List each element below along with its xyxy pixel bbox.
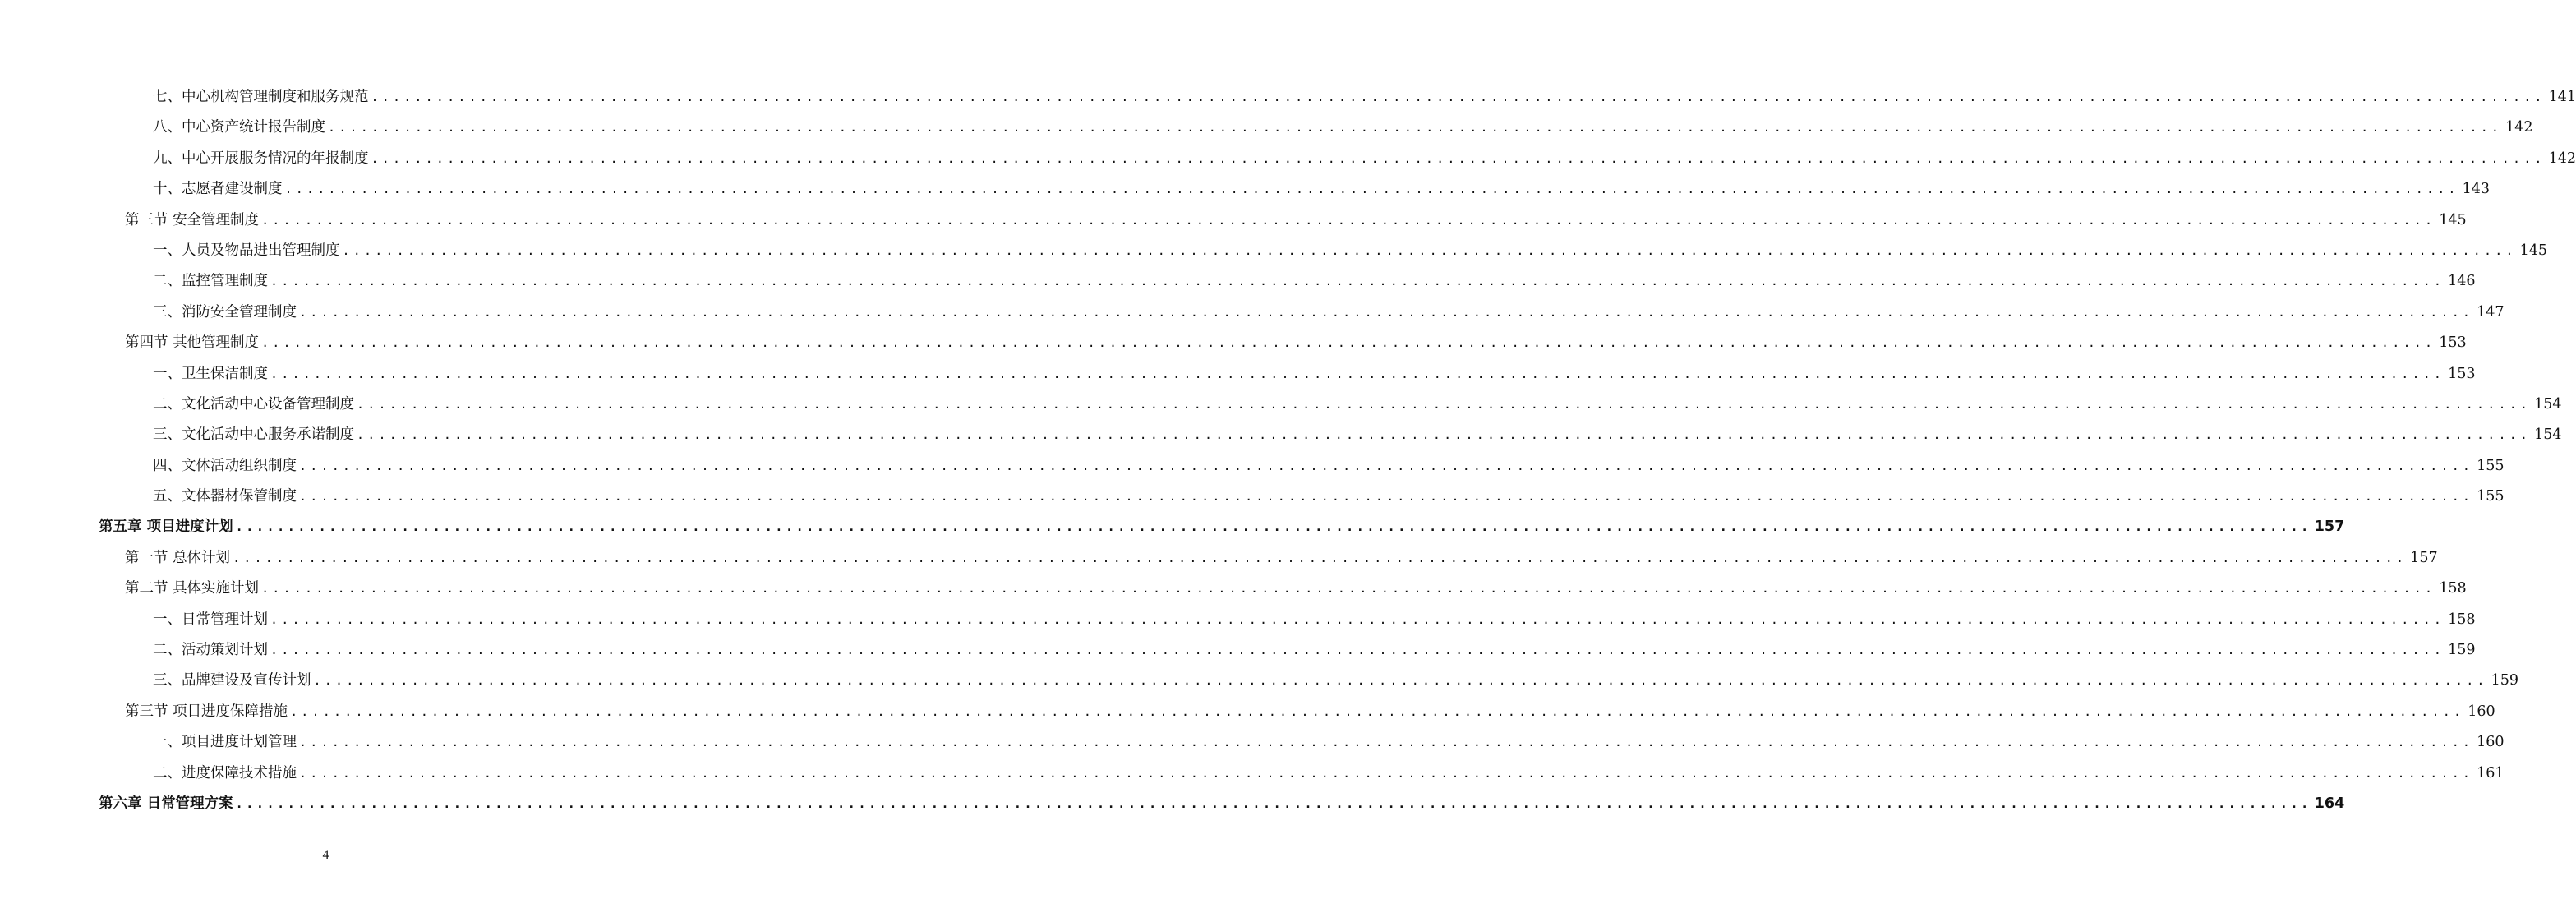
toc-entry[interactable]: [0, 543, 2438, 574]
toc-entry[interactable]: [0, 359, 2476, 390]
toc-entry-page: 155: [2477, 488, 2505, 505]
toc-entry-title: 第三节 项目进度保障措施: [125, 703, 288, 720]
toc-dot-leader: ........................................................................................................................................................................................................: [357, 396, 2532, 412]
toc-entry[interactable]: [0, 174, 2491, 205]
toc-entry-page: 142: [2548, 150, 2576, 167]
toc-entry-title: 九、中心开展服务情况的年报制度: [153, 150, 369, 167]
toc-entry-page: 155: [2477, 457, 2505, 474]
toc-entry-title: 第五章 项目进度计划: [99, 519, 233, 536]
toc-entry-page: 146: [2448, 273, 2476, 290]
toc-entry-page: 153: [2448, 365, 2476, 382]
toc-dot-leader: ........................................................................................................................................................................................................: [261, 212, 2436, 228]
toc-entry-title: 二、监控管理制度: [153, 273, 268, 290]
toc-entry[interactable]: [0, 144, 2576, 174]
toc-entry-title: 第六章 日常管理方案: [99, 795, 233, 812]
toc-dot-leader: ........................................................................................................................................................................................................: [342, 242, 2517, 258]
toc-entry[interactable]: [0, 605, 2476, 635]
toc-entry[interactable]: [0, 727, 2505, 758]
toc-entry[interactable]: [0, 82, 2576, 113]
toc-entry[interactable]: [0, 697, 2495, 727]
toc-entry-title: 七、中心机构管理制度和服务规范: [153, 89, 369, 105]
toc-entry-title: 一、日常管理计划: [153, 611, 268, 628]
toc-entry-title: 四、文体活动组织制度: [153, 457, 297, 474]
toc-entry-page: 157: [2410, 549, 2438, 566]
toc-dot-leader: ........................................................................................................................................................................................................: [261, 335, 2436, 351]
toc-dot-leader: ........................................................................................................................................................................................................: [235, 519, 2311, 535]
toc-entry-page: 159: [2448, 642, 2476, 659]
toc-entry[interactable]: [0, 205, 2467, 236]
toc-entry[interactable]: [0, 297, 2505, 328]
toc-entry-page: 143: [2462, 181, 2491, 198]
toc-entry-page: 142: [2505, 119, 2533, 136]
toc-dot-leader: ........................................................................................................................................................................................................: [270, 643, 2445, 658]
toc-entry-page: 158: [2448, 611, 2476, 628]
toc-dot-leader: ........................................................................................................................................................................................................: [328, 120, 2503, 136]
toc-entry[interactable]: [0, 482, 2505, 512]
toc-entry[interactable]: [0, 789, 2345, 819]
toc-entry-page: 164: [2314, 795, 2345, 812]
toc-entry-title: 第四节 其他管理制度: [125, 334, 260, 352]
toc-entry-title: 十、志愿者建设制度: [153, 181, 283, 198]
toc-entry-title: 第三节 安全管理制度: [125, 211, 260, 228]
toc-entry-title: 二、活动策划计划: [153, 642, 268, 659]
toc-entry-title: 三、消防安全管理制度: [153, 303, 297, 320]
toc-dot-leader: ........................................................................................................................................................................................................: [270, 366, 2445, 381]
toc-dot-leader: ........................................................................................................................................................................................................: [299, 458, 2474, 473]
toc-entry[interactable]: [0, 266, 2476, 297]
toc-dot-leader: ........................................................................................................................................................................................................: [235, 795, 2311, 811]
toc-entry-title: 二、进度保障技术措施: [153, 764, 297, 781]
toc-dot-leader: ........................................................................................................................................................................................................: [290, 703, 2465, 719]
page-number: 4: [322, 848, 329, 862]
toc-entry[interactable]: [0, 390, 2562, 420]
toc-dot-leader: ........................................................................................................................................................................................................: [270, 611, 2445, 627]
toc-entry-page: 154: [2534, 426, 2562, 444]
toc-entry-title: 三、文化活动中心服务承诺制度: [153, 426, 354, 444]
toc-entry-page: 141: [2548, 89, 2576, 105]
table-of-contents: [0, 82, 2576, 819]
toc-entry-title: 一、人员及物品进出管理制度: [153, 242, 340, 259]
toc-dot-leader: ........................................................................................................................................................................................................: [371, 90, 2546, 104]
toc-dot-leader: ........................................................................................................................................................................................................: [299, 489, 2474, 505]
toc-entry[interactable]: [0, 113, 2533, 143]
toc-entry[interactable]: [0, 451, 2505, 482]
toc-dot-leader: ........................................................................................................................................................................................................: [261, 581, 2436, 597]
toc-dot-leader: ........................................................................................................................................................................................................: [313, 673, 2488, 689]
toc-entry[interactable]: [0, 666, 2519, 696]
toc-entry[interactable]: [0, 758, 2505, 789]
toc-entry-page: 154: [2534, 395, 2562, 413]
toc-entry-page: 145: [2519, 242, 2548, 259]
toc-entry-title: 八、中心资产统计报告制度: [153, 119, 325, 136]
toc-entry-page: 157: [2314, 519, 2345, 536]
toc-dot-leader: ........................................................................................................................................................................................................: [284, 182, 2459, 197]
toc-entry-title: 五、文体器材保管制度: [153, 488, 297, 505]
toc-dot-leader: ........................................................................................................................................................................................................: [299, 304, 2474, 320]
toc-entry-title: 二、文化活动中心设备管理制度: [153, 395, 354, 413]
toc-entry-page: 160: [2477, 734, 2505, 751]
toc-dot-leader: ........................................................................................................................................................................................................: [299, 735, 2474, 750]
toc-entry[interactable]: [0, 635, 2476, 666]
toc-entry[interactable]: [0, 420, 2562, 450]
toc-entry[interactable]: [0, 574, 2467, 604]
toc-dot-leader: ........................................................................................................................................................................................................: [299, 765, 2474, 781]
toc-entry-page: 159: [2491, 672, 2519, 689]
toc-entry-page: 147: [2477, 303, 2505, 320]
toc-entry[interactable]: [0, 328, 2467, 358]
toc-entry-page: 145: [2439, 211, 2467, 228]
toc-entry-title: 一、卫生保洁制度: [153, 365, 268, 382]
toc-entry-title: 第一节 总体计划: [125, 549, 231, 566]
toc-entry-page: 161: [2477, 764, 2505, 781]
toc-entry-title: 第二节 具体实施计划: [125, 580, 260, 597]
toc-entry-page: 158: [2439, 580, 2467, 597]
toc-dot-leader: ........................................................................................................................................................................................................: [270, 274, 2445, 289]
toc-entry-title: 三、品牌建设及宣传计划: [153, 672, 311, 689]
toc-dot-leader: ........................................................................................................................................................................................................: [233, 550, 2408, 565]
toc-dot-leader: ........................................................................................................................................................................................................: [357, 427, 2532, 443]
toc-entry[interactable]: [0, 512, 2345, 542]
toc-dot-leader: ........................................................................................................................................................................................................: [371, 150, 2546, 166]
toc-entry-page: 160: [2468, 703, 2495, 720]
toc-entry[interactable]: [0, 236, 2548, 266]
toc-entry-title: 一、项目进度计划管理: [153, 734, 297, 751]
toc-entry-page: 153: [2439, 334, 2467, 352]
